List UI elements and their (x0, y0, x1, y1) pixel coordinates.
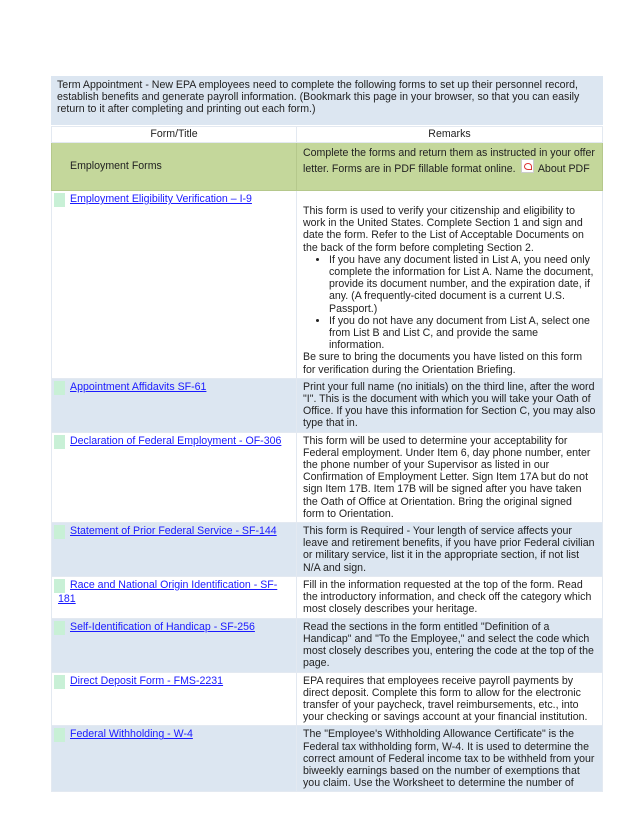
table-row (52, 672, 603, 726)
bullet-square-icon (54, 525, 65, 539)
row-remark: The "Employee's Withholding Allowance Certificate" is the Federal tax withholding form, W-4. It is used to determine the correct amount of Federal income tax to be withheld from your biweekly earnings based on the number of exemptions that you claim. Use the Worksheet to determine the number of (297, 726, 603, 792)
row-remark: This form will be used to determine your acceptability for Federal employment. Under Item 6, day phone number, enter the phone number of your Supervisor as listed in our Confirmation of Employment Letter. Sign Item 17A but do not sign Item 17B. Item 17B will be signed after you have taken the Oath of Office at Orientation. Bring the original signed form to Orientation. (297, 432, 603, 522)
form-link-sf256[interactable]: Self-Identification of Handicap - SF-256 (70, 620, 255, 633)
form-link-sf61[interactable]: Appointment Affidavits SF-61 (70, 380, 207, 393)
remark-bullets (303, 254, 596, 352)
about-pdf-link[interactable]: About PDF (537, 163, 590, 176)
form-link-sf181[interactable]: Race and National Origin Identification - SF-181 (58, 579, 278, 606)
bullet-square-icon (54, 381, 65, 395)
forms-table (51, 126, 603, 792)
bullet-square-icon (54, 435, 65, 449)
header-form-title: Form/Title (52, 127, 297, 143)
table-row (52, 191, 603, 379)
form-link-w4[interactable]: Federal Withholding - W-4 (70, 728, 193, 741)
pdf-icon (521, 159, 534, 173)
bullet-square-icon (54, 579, 65, 593)
row-remark: Fill in the information requested at the top of the form. Read the introductory information, and check off the category which most closely describes your heritage. (297, 577, 603, 619)
row-remark: This form is Required - Your length of service affects your leave and retirement benefits, if you have prior Federal civilian or military service, list it in the appropriate section, if not list N/A and sign. (297, 523, 603, 577)
section-remark-text: Complete the forms and return them as instructed in your offer letter. Forms are in PDF fillable format online. (303, 147, 595, 176)
header-remarks: Remarks (297, 127, 603, 143)
table-header (52, 127, 603, 143)
intro-text: Term Appointment - New EPA employees need to complete the following forms to set up their personnel record, establish benefits and generate payroll information. (Bookmark this page in your browser, so that you can easily return to it after completing and printing out each form.) (51, 76, 603, 126)
table-row (52, 577, 603, 619)
table-row (52, 432, 603, 522)
table-row (52, 726, 603, 792)
bullet-square-icon (54, 728, 65, 742)
form-link-i9[interactable]: Employment Eligibility Verification – I-9 (70, 193, 252, 205)
form-link-sf144[interactable]: Statement of Prior Federal Service - SF-144 (70, 525, 277, 538)
bullet-square-icon (54, 675, 65, 689)
bullet-square-icon (54, 621, 65, 635)
row-remark-after: Be sure to bring the documents you have listed on this form for verification during the Orientation Briefing. (303, 351, 583, 376)
row-remark: Read the sections in the form entitled "Definition of a Handicap" and "To the Employee," and select the code which most closely describes you, entering the code at the top of the page. (297, 618, 603, 672)
forms-document (51, 76, 603, 792)
table-row (52, 523, 603, 577)
section-title: Employment Forms (52, 143, 297, 191)
remark-bullet: • If you do not have any document from List A, select one from List B and List C, and provide the same information. (329, 315, 596, 352)
table-row (52, 378, 603, 432)
table-row (52, 618, 603, 672)
remark-bullet: • If you have any document listed in List A, you need only complete the information for List A. Name the document, provide its document number, and the expiration date, if any. (A frequently-cited document is a current U.S. Passport.) (329, 254, 596, 315)
form-link-fms2231[interactable]: Direct Deposit Form - FMS-2231 (70, 674, 224, 687)
row-remark: Print your full name (no initials) on the third line, after the word "I". This is the document with which you will take your Oath of Office. If you have this information for Section C, you may also type that in. (297, 378, 603, 432)
form-link-of306[interactable]: Declaration of Federal Employment - OF-306 (70, 434, 282, 447)
section-remark (297, 143, 603, 191)
bullet-square-icon (54, 193, 65, 207)
section-row (52, 143, 603, 191)
row-remark: EPA requires that employees receive payroll payments by direct deposit. Complete this form to allow for the electronic transfer of your paycheck, travel reimbursements, etc., into your checking or savings account at your financial institution. (297, 672, 603, 726)
row-remark: This form is used to verify your citizenship and eligibility to work in the United States. Complete Section 1 and sign and date the form. Refer to the List of Acceptable Documents on the back of the form before completing Section 2. (303, 205, 584, 254)
